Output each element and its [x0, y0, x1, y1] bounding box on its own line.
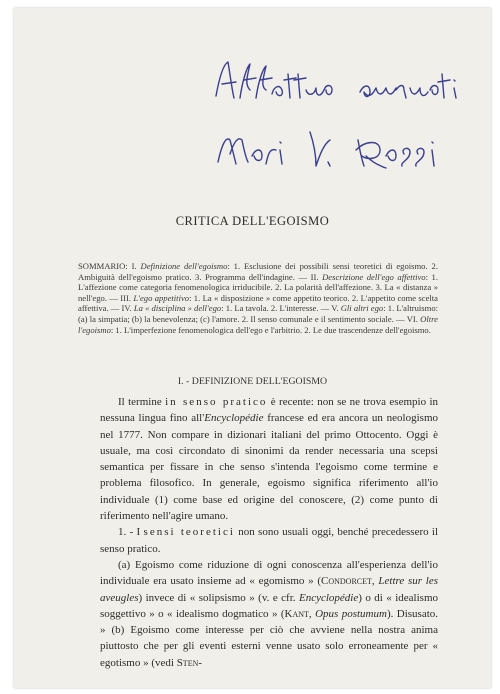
summary-section-5-title: Gli altri ego	[340, 303, 384, 314]
p3-text-c: ) invece di « solipsismo » (v. e cfr.	[138, 591, 296, 604]
summary-section-1: : 1. Esclusione dei possibili sensi teoretici di egoismo. 2. Ambiguità dell'egoismo pratico. 3. Programma dell'indagine. — II.	[78, 261, 438, 282]
p3-text-a: (a) Egoismo come riduzione di ogni conoscenza all'esperienza dell'io individuale era usato insieme ad « egomismo » (	[100, 558, 438, 588]
p3-author-kant: Kant	[284, 607, 309, 620]
article-title: CRITICA DELL'EGOISMO	[175, 214, 330, 228]
document-page	[14, 8, 491, 688]
summary-section-4: : 1. La tavola. 2. L'interesse. — V.	[221, 303, 339, 314]
summary-lead: SOMMARIO: I.	[78, 261, 137, 271]
summary-section-5: : 1. L'altruismo: (a) la simpatia; (b) la benevolenza; (c) l'amore. 2. Il senso comunale e il sentimento sociale. — VI.	[78, 303, 439, 324]
p3-text-d: ) o di « idealismo soggettivo » o « idealismo dogmatico » (	[100, 591, 439, 620]
summary-section-6-title: Oltre l'egoismo	[78, 313, 438, 335]
section-heading: I. - DEFINIZIONE DELL'EGOISMO	[177, 376, 328, 387]
p3-text-b: ,	[371, 575, 375, 588]
p1-text-b: è recente: non se ne trova esempio in nessuna lingua fino all'	[100, 396, 439, 425]
summary-section-2-title: Descrizione dell'ego affettivo	[322, 271, 426, 282]
p1-text-a: Il termine	[118, 396, 162, 408]
handwritten-dedication	[210, 44, 480, 184]
p3-author-condorcet: Condorcet	[321, 575, 372, 588]
p2-spaced-term: sensi teoretici	[143, 526, 235, 539]
summary-section-3: : 1. La « disposizione » come appetito teorico. 2. L'appetito come scelta affettiva. — IV.	[78, 292, 438, 314]
p3-italic-encyclopedie: Encyclopédie	[298, 591, 359, 604]
p3-text-f: ). Disusato. » (b) Egoismo come interesse per ciò che avviene nella nostra anima piuttosto che per gli eventi esterni venne usato solo erroneamente per « egotismo » (vedi	[100, 607, 439, 669]
p1-text-c: francese ed era ancora un neologismo nel 1777. Non compare in dizionari italiani del primo Ottocento. Oggi è usuale, ma così circondato di sinonimi da render necessaria una scepsi semantica per fissare in che senso s'intenda l'egoismo come termine e problema filosofico. In generale, egoismo significa riferimento all'io individuale (1) come base ed origine del conoscere, (2) come punto di riferimento nell'agire umano.	[100, 412, 439, 523]
summary-section-1-title: Definizione dell'egoismo	[140, 261, 228, 271]
p3-text-e: ,	[308, 607, 312, 620]
p2-text-a: 1. - I	[118, 526, 141, 539]
paragraph-3	[100, 557, 438, 671]
p2-text-b: non sono usuali oggi, benché precedessero il senso pratico.	[100, 526, 439, 555]
p3-italic-opus: Opus postumum	[315, 607, 387, 620]
summary-section-4-title: La « disciplina » dell'ego	[133, 303, 222, 314]
p3-author-stendhal: Sten-	[176, 656, 203, 669]
body-text	[100, 394, 438, 671]
p1-spaced-term: in senso pratico	[165, 396, 268, 408]
summary-section-3-title: L'ego appetitivo	[133, 292, 190, 303]
p1-italic-encyclopedie: Encyclopédie	[204, 412, 264, 425]
paragraph-1	[100, 394, 438, 524]
paragraph-2	[100, 524, 438, 557]
summary-paragraph	[78, 261, 438, 335]
summary-section-6: : 1. L'imperfezione fenomenologica dell'ego e l'arbitrio. 2. Le due trascendenze dell'egoismo.	[110, 324, 431, 335]
handwritten-signature-drawing	[210, 44, 480, 184]
p3-italic-lettre: Lettre sur les aveugles	[100, 575, 439, 604]
summary-section-2: : 1. L'affezione come categoria fenomenologica irriducibile. 2. La polarità dell'affezione. 3. La « distanza » nell'ego. — III.	[78, 271, 438, 303]
